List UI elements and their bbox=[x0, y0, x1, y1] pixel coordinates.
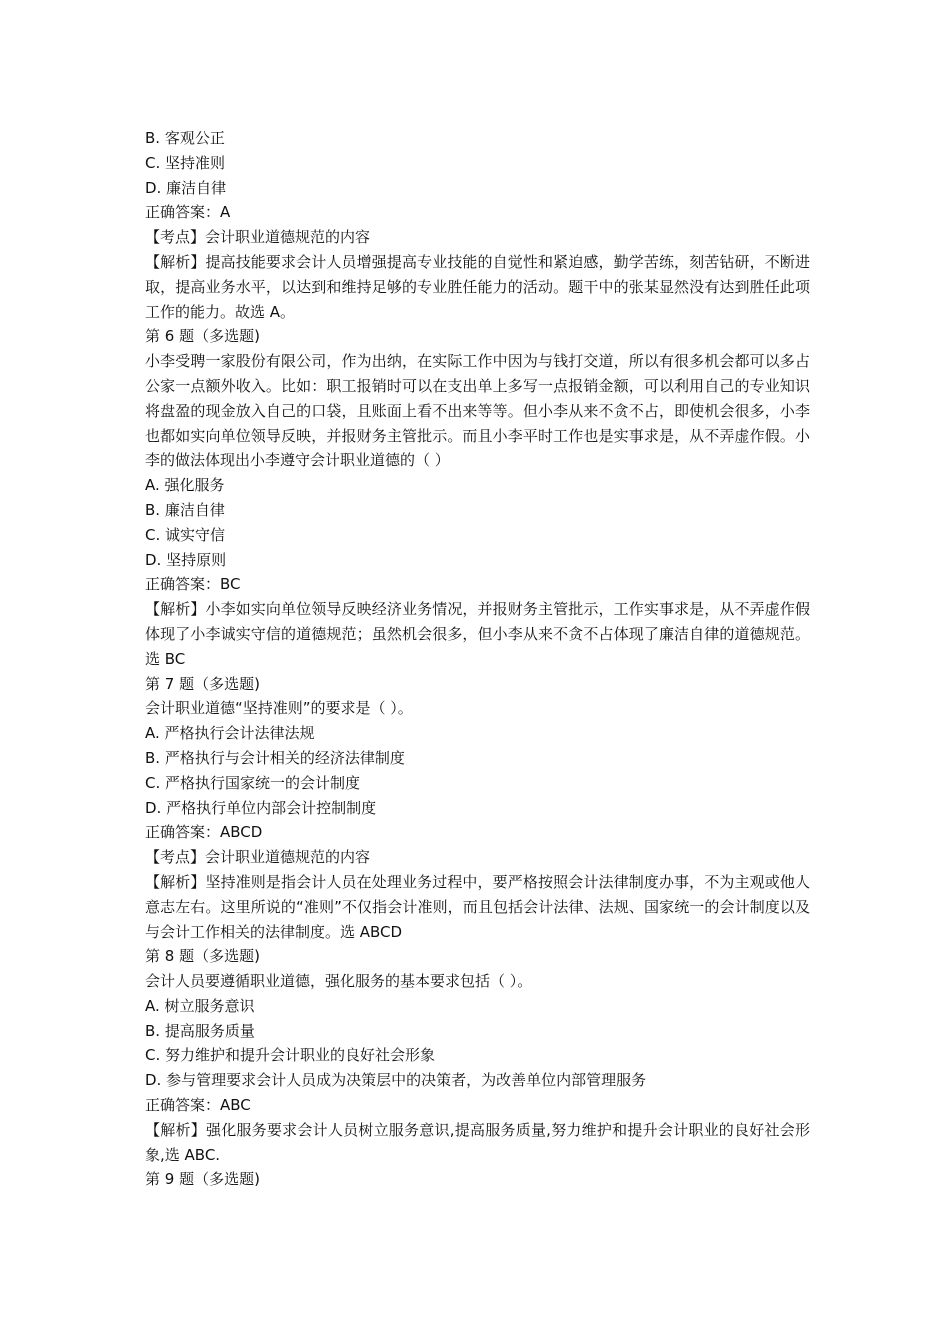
option-b: B. 廉洁自律 bbox=[145, 500, 225, 519]
option-d: D. 廉洁自律 bbox=[145, 178, 227, 197]
option-c: C. 严格执行国家统一的会计制度 bbox=[145, 773, 361, 792]
answer: 正确答案：ABCD bbox=[145, 823, 263, 842]
option-b: B. 客观公正 bbox=[145, 129, 225, 147]
option-a: A. 树立服务意识 bbox=[145, 996, 255, 1015]
kaodian: 【考点】会计职业道德规范的内容 bbox=[145, 848, 371, 867]
answer: 正确答案：ABC bbox=[145, 1096, 251, 1115]
question-stem: 会计人员要遵循职业道德，强化服务的基本要求包括（ ）。 bbox=[145, 972, 533, 991]
option-d: D. 坚持原则 bbox=[145, 550, 227, 569]
option-b: B. 严格执行与会计相关的经济法律制度 bbox=[145, 748, 405, 767]
option-a: A. 强化服务 bbox=[145, 476, 225, 495]
option-d: D. 参与管理要求会计人员成为决策层中的决策者，为改善单位内部管理服务 bbox=[145, 1071, 647, 1090]
option-d: D. 严格执行单位内部会计控制制度 bbox=[145, 798, 377, 817]
question-stem: 会计职业道德“坚持准则”的要求是（ ）。 bbox=[145, 699, 413, 718]
option-a: A. 严格执行会计法律法规 bbox=[145, 724, 315, 743]
answer: 正确答案：BC bbox=[145, 575, 241, 594]
option-b: B. 提高服务质量 bbox=[145, 1021, 255, 1040]
kaodian: 【考点】会计职业道德规范的内容 bbox=[145, 228, 371, 247]
jiexi: 【解析】提高技能要求会计人员增强提高专业技能的自觉性和紧迫感，勤学苦练，刻苦钻研，不断进取，提高业务水平，以达到和维持足够的专业胜任能力的活动。题干中的张某显然没有达到胜任此项工作的能力。故选 A。 bbox=[145, 252, 810, 321]
question-stem: 小李受聘一家股份有限公司，作为出纳，在实际工作中因为与钱打交道，所以有很多机会都可以多占公家一点额外收入。比如：职工报销时可以在支出单上多写一点报销金额，可以利用自己的专业知识将盘盈的现金放入自己的口袋，且账面上看不出来等等。但小李从来不贪不占，即使机会很多，小李也都如实向单位领导反映，并报财务主管批示。而且小李平时工作也是实事求是，从不弄虚作假。小李的做法体现出小李遵守会计职业道德的（ ） bbox=[145, 352, 810, 470]
document-page bbox=[145, 126, 810, 1192]
question-title: 第 7 题（多选题) bbox=[145, 674, 260, 693]
jiexi: 【解析】强化服务要求会计人员树立服务意识,提高服务质量,努力维护和提升会计职业的良好社会形象,选 ABC. bbox=[145, 1120, 810, 1164]
jiexi: 【解析】坚持准则是指会计人员在处理业务过程中，要严格按照会计法律制度办事，不为主观或他人意志左右。这里所说的“准则”不仅指会计准则，而且包括会计法律、法规、国家统一的会计制度以及与会计工作相关的法律制度。选 ABCD bbox=[145, 872, 810, 941]
question-title: 第 8 题（多选题) bbox=[145, 947, 260, 966]
question-title: 第 9 题（多选题) bbox=[145, 1170, 260, 1189]
option-c: C. 坚持准则 bbox=[145, 153, 226, 172]
answer: 正确答案：A bbox=[145, 203, 231, 222]
option-c: C. 诚实守信 bbox=[145, 525, 226, 544]
option-c: C. 努力维护和提升会计职业的良好社会形象 bbox=[145, 1046, 436, 1065]
question-title: 第 6 题（多选题) bbox=[145, 327, 260, 346]
jiexi: 【解析】小李如实向单位领导反映经济业务情况，并报财务主管批示，工作实事求是，从不弄虚作假体现了小李诚实守信的道德规范；虽然机会很多，但小李从来不贪不占体现了廉洁自律的道德规范。选 BC bbox=[145, 600, 810, 668]
